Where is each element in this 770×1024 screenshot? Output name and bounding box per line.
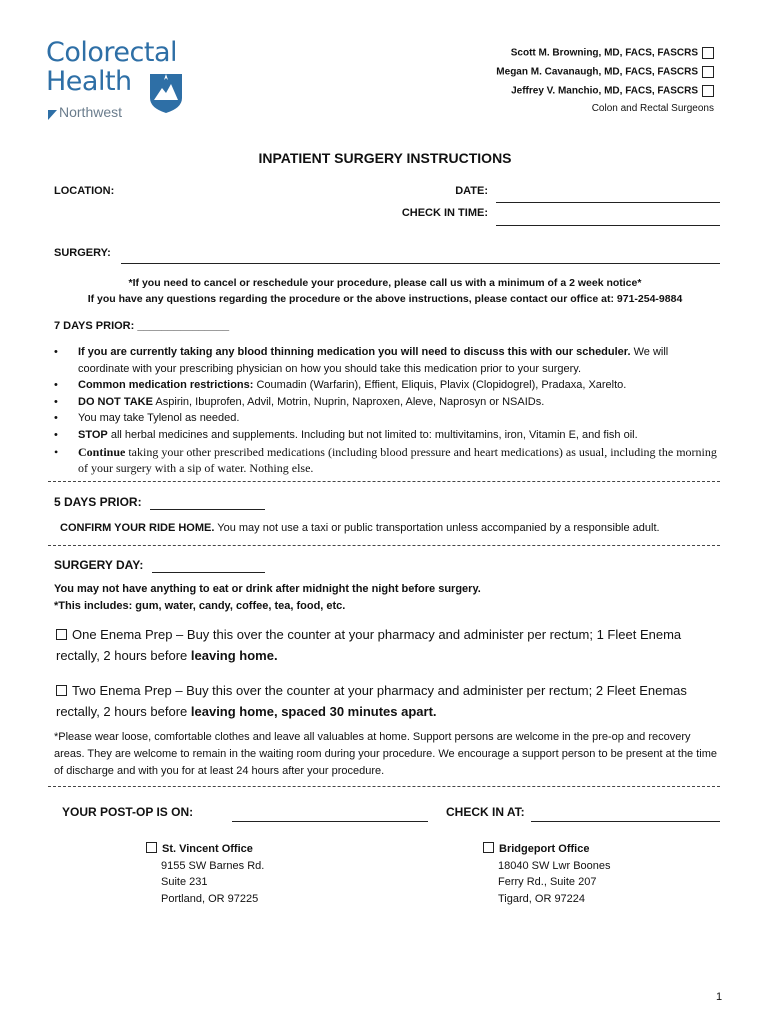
doctor-1-checkbox[interactable] bbox=[702, 47, 714, 59]
do-not-take-rest: Aspirin, Ibuprofen, Advil, Motrin, Nuprin, Naproxen, Aleve, Naprosyn or NSAIDs. bbox=[152, 395, 545, 408]
no-food-text: You may not have anything to eat or drink after midnight the night before surgery. bbox=[54, 583, 481, 595]
two-enema-checkbox[interactable] bbox=[56, 685, 67, 696]
support-note: *Please wear loose, comfortable clothes and leave all valuables at home. Support persons are welcome in the pre-op and recovery areas. They are welcome to remain in the waiting room during your procedure. We encourage a support person to be present at the time of discharge and with you for at least 24 hours after your procedure. bbox=[54, 731, 718, 777]
logo-line-3: Northwest bbox=[59, 104, 123, 120]
surgery-day-heading: SURGERY DAY: bbox=[54, 558, 144, 572]
surgery-field[interactable] bbox=[121, 263, 720, 264]
checkin-time-field[interactable] bbox=[496, 225, 720, 226]
do-not-take-bold: DO NOT TAKE bbox=[78, 395, 153, 408]
cancel-notice: *If you need to cancel or reschedule your procedure, please call us with a minimum of a 2 week notice* bbox=[128, 277, 642, 289]
postop-date-field[interactable] bbox=[232, 821, 428, 822]
logo-line-1: Colorectal bbox=[46, 37, 177, 68]
logo-arrow-icon bbox=[48, 107, 57, 125]
continue-bold: Continue bbox=[78, 444, 126, 459]
postop-label: YOUR POST-OP IS ON: bbox=[62, 805, 194, 819]
stop-bold: STOP bbox=[78, 428, 108, 441]
checkin-time-label: CHECK IN TIME: bbox=[401, 207, 488, 219]
two-enema-text: Two Enema Prep – Buy this over the counter at your pharmacy and administer per rectum; 2 Fleet Enemas rectally, 2 hours before bbox=[56, 683, 687, 719]
doctor-2-name: Megan M. Cavanaugh, MD, FACS, FASCRS bbox=[496, 66, 698, 78]
st-vincent-checkbox[interactable] bbox=[146, 842, 157, 853]
st-vincent-addr2: Suite 231 bbox=[161, 876, 208, 888]
date-label: DATE: bbox=[455, 185, 488, 197]
one-enema-text: One Enema Prep – Buy this over the counter at your pharmacy and administer per rectum; 1 Fleet Enema rectally, 2 hours before bbox=[56, 627, 682, 663]
continue-rest: taking your other prescribed medications (including blood pressure and heart medications) as usual, including the morning of your surgery with a sip of water. Nothing else. bbox=[78, 444, 717, 475]
bridgeport-name: Bridgeport Office bbox=[499, 843, 590, 855]
tylenol-text: You may take Tylenol as needed. bbox=[78, 412, 240, 425]
restrictions-bold: Common medication restrictions: bbox=[78, 379, 254, 392]
postop-checkin-field[interactable] bbox=[531, 821, 720, 822]
list-item bbox=[48, 410, 720, 427]
list-item bbox=[48, 444, 720, 476]
doctor-2-checkbox[interactable] bbox=[702, 66, 714, 78]
doctor-3 bbox=[511, 85, 714, 97]
st-vincent-addr3: Portland, OR 97225 bbox=[161, 892, 259, 905]
header-subtitle: Colon and Rectal Surgeons bbox=[591, 103, 714, 114]
doctor-1 bbox=[511, 47, 714, 59]
logo-mark-icon bbox=[148, 68, 184, 119]
divider bbox=[48, 786, 720, 787]
page-number: 1 bbox=[716, 991, 723, 1003]
two-enema-bold: leaving home, spaced 30 minutes apart. bbox=[190, 704, 437, 719]
doctor-3-checkbox[interactable] bbox=[702, 85, 714, 97]
bridgeport-addr1: 18040 SW Lwr Boones bbox=[498, 859, 611, 872]
stop-rest: all herbal medicines and supplements. Including but not limited to: multivitamins, iron, Vitamin E, and fish oil. bbox=[107, 428, 638, 441]
doctor-1-name: Scott M. Browning, MD, FACS, FASCRS bbox=[510, 47, 698, 59]
list-item bbox=[48, 344, 720, 377]
ride-home-text bbox=[60, 520, 660, 537]
logo-line-2: Health bbox=[46, 66, 132, 97]
postop-checkin-label: CHECK IN AT: bbox=[446, 805, 525, 819]
includes-text: *This includes: gum, water, candy, coffee, tea, food, etc. bbox=[54, 600, 346, 612]
surgery-day-date-field[interactable] bbox=[152, 572, 265, 573]
bridgeport-checkbox[interactable] bbox=[483, 842, 494, 853]
one-enema-option bbox=[56, 624, 696, 666]
logo bbox=[46, 38, 196, 124]
st-vincent-office bbox=[146, 841, 264, 907]
ride-home-bold: CONFIRM YOUR RIDE HOME. bbox=[60, 522, 215, 534]
doctor-2 bbox=[496, 66, 714, 78]
five-days-heading bbox=[54, 495, 142, 509]
seven-days-list bbox=[48, 344, 720, 476]
st-vincent-name-row bbox=[146, 841, 264, 858]
divider bbox=[48, 481, 720, 482]
bridgeport-office bbox=[483, 841, 611, 907]
page-title: INPATIENT SURGERY INSTRUCTIONS bbox=[258, 150, 512, 166]
st-vincent-name: St. Vincent Office bbox=[162, 843, 253, 855]
seven-days-heading: 7 DAYS PRIOR: _______________ bbox=[54, 320, 230, 332]
ride-home-rest: You may not use a taxi or public transportation unless accompanied by a responsible adult. bbox=[214, 522, 660, 534]
blood-thinner-bold: If you are currently taking any blood thinning medication you will need to discuss this with our scheduler. bbox=[78, 346, 631, 358]
surgery-label: SURGERY: bbox=[54, 247, 111, 259]
st-vincent-addr1: 9155 SW Barnes Rd. bbox=[161, 859, 265, 872]
location-label: LOCATION: bbox=[54, 185, 115, 197]
list-item bbox=[48, 377, 720, 394]
list-item bbox=[48, 394, 720, 411]
divider bbox=[48, 545, 720, 546]
bridgeport-name-row bbox=[483, 841, 611, 858]
restrictions-rest: Coumadin (Warfarin), Effient, Eliquis, Plavix (Clopidogrel), Pradaxa, Xarelto. bbox=[253, 379, 627, 392]
questions-notice: If you have any questions regarding the procedure or the above instructions, please contact our office at: 971-254-9884 bbox=[87, 293, 683, 305]
doctor-3-name: Jeffrey V. Manchio, MD, FACS, FASCRS bbox=[511, 85, 698, 97]
five-days-label: 5 DAYS PRIOR: bbox=[54, 495, 142, 509]
five-days-date-field[interactable] bbox=[150, 509, 265, 510]
one-enema-bold: leaving home. bbox=[190, 648, 278, 663]
two-enema-option bbox=[56, 680, 696, 722]
blood-thinner-rest: We will coordinate with your prescribing physician on how you should take this medication prior to your surgery. bbox=[78, 346, 669, 375]
list-item bbox=[48, 427, 720, 444]
one-enema-checkbox[interactable] bbox=[56, 629, 67, 640]
bridgeport-addr2: Ferry Rd., Suite 207 bbox=[498, 876, 597, 888]
bridgeport-addr3: Tigard, OR 97224 bbox=[498, 892, 586, 905]
date-field[interactable] bbox=[496, 202, 720, 203]
